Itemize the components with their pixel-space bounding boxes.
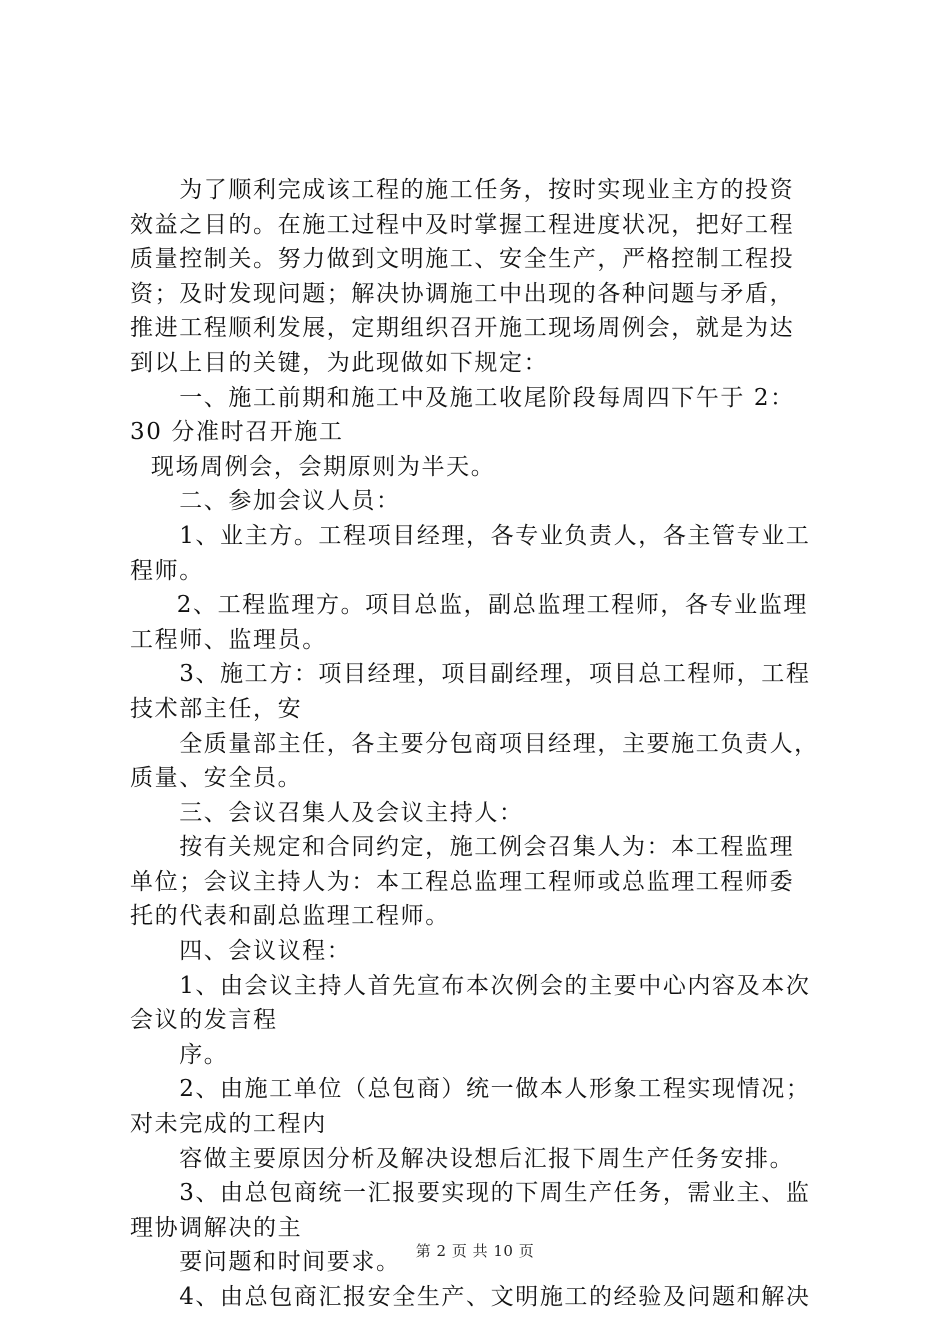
- paragraph-line: 到以上目的关键，为此现做如下规定：: [130, 349, 549, 376]
- paragraph-line: 效益之目的。在施工过程中及时掌握工程进度状况，把好工程: [130, 211, 795, 238]
- paragraph-line: 技术部主任，安: [130, 695, 303, 722]
- paragraph-line: 推进工程顺利发展，定期组织召开施工现场周例会，就是为达: [130, 315, 795, 342]
- paragraph-line: 按有关规定和合同约定，施工例会召集人为：本工程监理: [179, 834, 795, 861]
- paragraph-line: 3、由总包商统一汇报要实现的下周生产任务，需业主、监: [179, 1180, 811, 1207]
- paragraph-line: 二、参加会议人员：: [179, 488, 401, 515]
- paragraph-line: 理协调解决的主: [130, 1214, 303, 1241]
- paragraph-line: 现场周例会，会期原则为半天。: [150, 453, 496, 480]
- document-body: [130, 173, 840, 1315]
- paragraph-line: 质量、安全员。: [130, 765, 303, 792]
- paragraph-line: 2、由施工单位（总包商）统一做本人形象工程实现情况；: [179, 1076, 811, 1103]
- paragraph-line: 30 分准时召开施工: [130, 419, 344, 446]
- paragraph-line: 为了顺利完成该工程的施工任务，按时实现业主方的投资: [179, 177, 795, 203]
- paragraph-line: 会议的发言程: [130, 1007, 278, 1034]
- paragraph-line: 1、由会议主持人首先宣布本次例会的主要中心内容及本次: [179, 972, 811, 999]
- paragraph-line: 一、施工前期和施工中及施工收尾阶段每周四下午于 2：: [179, 384, 795, 411]
- paragraph-line: 单位；会议主持人为：本工程总监理工程师或总监理工程师委: [130, 868, 795, 895]
- page-footer: 第 2 页 共 10 页: [415, 1242, 535, 1260]
- paragraph-line: 全质量部主任，各主要分包商项目经理，主要施工负责人，: [179, 730, 819, 757]
- paragraph-line: 容做主要原因分析及解决设想后汇报下周生产任务安排。: [179, 1145, 795, 1172]
- paragraph-line: 三、会议召集人及会议主持人：: [179, 799, 524, 826]
- paragraph-line: 工程师、监理员。: [130, 626, 327, 653]
- paragraph-line: 2、工程监理方。项目总监，副总监理工程师，各专业监理: [176, 592, 808, 619]
- paragraph-line: 序。: [179, 1041, 229, 1068]
- paragraph-line: 1、业主方。工程项目经理，各专业负责人，各主管专业工: [179, 522, 811, 549]
- paragraph-line: 程师。: [130, 557, 204, 584]
- paragraph-line: 四、会议议程：: [179, 938, 352, 965]
- paragraph-line: 4、由总包商汇报安全生产、文明施工的经验及问题和解决: [179, 1284, 811, 1310]
- paragraph-line: 托的代表和副总监理工程师。: [130, 903, 450, 930]
- paragraph-line: 资；及时发现问题；解决协调施工中出现的各种问题与矛盾，: [130, 280, 795, 307]
- paragraph-line: 对未完成的工程内: [130, 1111, 327, 1138]
- paragraph-line: 3、施工方：项目经理，项目副经理，项目总工程师，工程: [179, 661, 811, 688]
- paragraph-line: 质量控制关。努力做到文明施工、安全生产，严格控制工程投: [130, 246, 795, 273]
- paragraph-line: 要问题和时间要求。: [179, 1249, 401, 1276]
